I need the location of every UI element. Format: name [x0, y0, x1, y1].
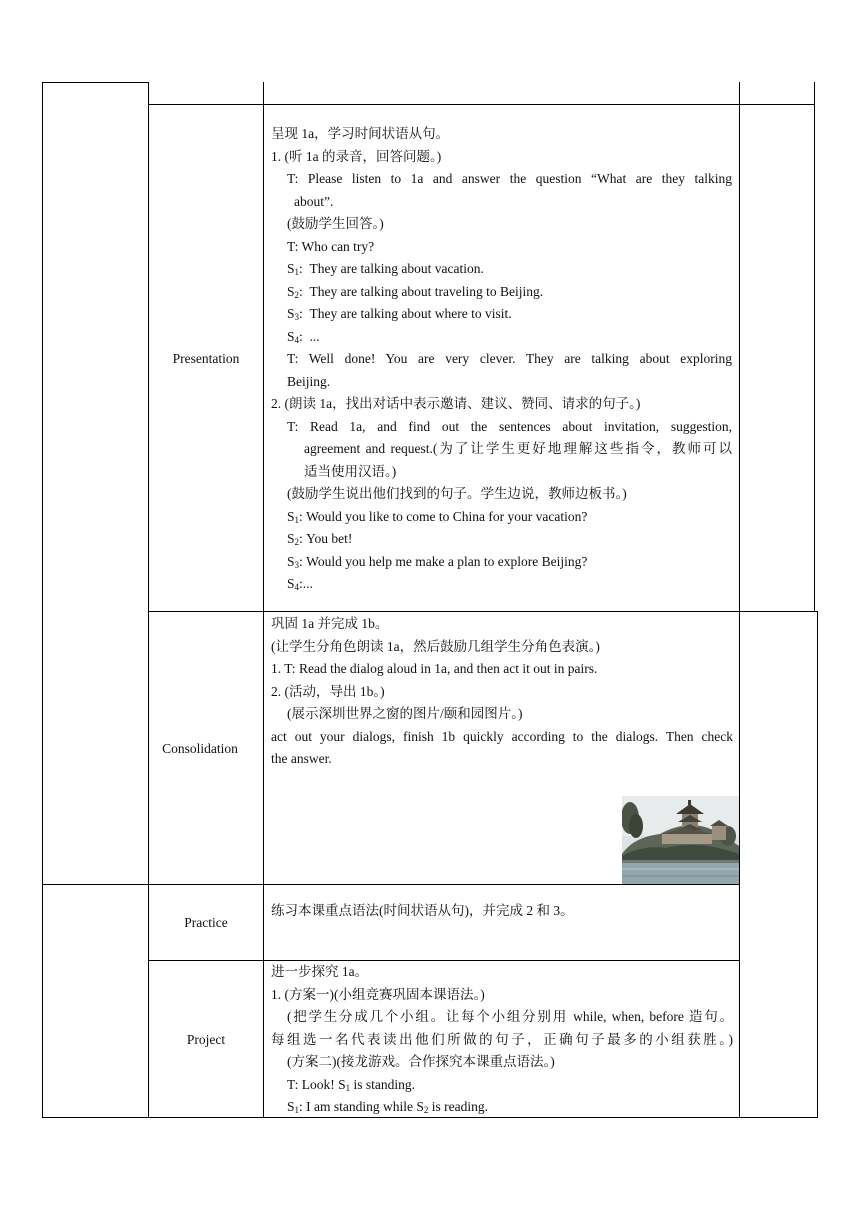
- speaker-number: 1: [294, 267, 300, 277]
- consolidation-line: (展示深圳世界之窗的图片/颐和园图片。): [287, 706, 523, 721]
- speaker-number: 2: [423, 1105, 429, 1115]
- speaker: S: [287, 261, 295, 276]
- speaker: S: [287, 328, 295, 344]
- dialog-line: [271, 573, 732, 596]
- speaker-colon: :: [299, 508, 303, 524]
- col-line: [148, 82, 149, 1118]
- consolidation-content: [271, 613, 733, 771]
- presentation-line: 2. (朗读 1a，找出对话中表示邀请、建议、赞同、请求的句子。): [271, 396, 641, 411]
- col-line: [739, 82, 740, 1118]
- presentation-line: 1. (听 1a 的录音，回答问题。): [271, 148, 442, 164]
- consolidation-line: act out your dialogs, finish 1b quickly according to the dialogs. Then check: [271, 728, 733, 744]
- consolidation-line: 1. T: Read the dialog aloud in 1a, and then act it out in pairs.: [271, 661, 598, 676]
- presentation-line: 适当使用汉语。): [304, 463, 397, 479]
- row-line: [149, 104, 815, 105]
- dialog-text: ...: [302, 576, 313, 591]
- dialog-text: They are talking about vacation.: [309, 261, 484, 276]
- speaker: S: [287, 1099, 295, 1114]
- speaker-number: 1: [294, 1105, 300, 1115]
- presentation-line: T: Who can try?: [287, 238, 375, 254]
- presentation-line: Beijing.: [287, 373, 331, 389]
- project-line: 1. (方案一)(小组竞赛巩固本课语法。): [271, 986, 485, 1002]
- border-left: [42, 82, 43, 1118]
- consolidation-line: (让学生分角色朗读 1a，然后鼓励几组学生分角色表演。): [271, 638, 600, 654]
- presentation-line: (鼓励学生说出他们找到的句子。学生边说，教师边板书。): [287, 486, 627, 501]
- dialog-line: [271, 1074, 733, 1097]
- border-top: [42, 82, 149, 83]
- presentation-content: [271, 123, 732, 596]
- speaker: S: [287, 306, 295, 321]
- border-right: [817, 611, 818, 1118]
- consolidation-line: 巩固 1a 并完成 1b。: [271, 616, 389, 631]
- border-right: [814, 82, 815, 612]
- dialog-text: Would you help me make a plan to explore Beijing?: [306, 553, 588, 569]
- practice-line: 练习本课重点语法(时间状语从句)，并完成 2 和 3。: [271, 903, 574, 918]
- speaker-colon: :: [299, 1099, 303, 1114]
- dialog-text: is reading.: [428, 1099, 489, 1114]
- speaker-number: 2: [294, 537, 300, 547]
- dialog-text: Would you like to come to China for your vacation?: [306, 508, 588, 524]
- speaker: S: [416, 1099, 424, 1114]
- project-line: (方案二)(接龙游戏。合作探究本课重点语法。): [287, 1054, 555, 1069]
- speaker-number: 4: [294, 334, 300, 345]
- speaker-number: 3: [294, 312, 300, 322]
- practice-content: [271, 900, 733, 923]
- dialog-line: [271, 326, 732, 349]
- speaker-colon: :: [299, 328, 303, 344]
- dialog-line: [271, 1096, 733, 1119]
- presentation-line: about”.: [294, 193, 334, 209]
- speaker-colon: :: [299, 531, 303, 546]
- stage-label-consolidation: Consolidation: [162, 741, 238, 756]
- stage-label-practice: Practice: [184, 915, 228, 930]
- dialog-line: [271, 528, 732, 551]
- presentation-line: (鼓励学生回答。): [287, 216, 384, 231]
- dialog-line: [271, 551, 732, 574]
- row-line: [42, 884, 740, 885]
- speaker: S: [338, 1076, 346, 1092]
- speaker-number: 3: [294, 559, 300, 570]
- project-line: 每组选一名代表读出他们所做的句子，正确句子最多的小组获胜。): [271, 1031, 733, 1047]
- presentation-line: T: Well done! You are very clever. They are talking about exploring: [287, 351, 732, 366]
- consolidation-line: the answer.: [271, 751, 332, 766]
- dialog-text: You bet!: [306, 531, 353, 546]
- speaker-colon: :: [299, 306, 303, 321]
- speaker-number: 2: [294, 289, 300, 300]
- presentation-line: agreement and request.(为了让学生更好地理解这些指令，教师可以: [304, 441, 732, 456]
- presentation-line: T: Read 1a, and find out the sentences about invitation, suggestion,: [287, 418, 732, 434]
- project-line: 进一步探究 1a。: [271, 964, 369, 979]
- presentation-line: 呈现 1a，学习时间状语从句。: [271, 126, 450, 141]
- stage-label-project: Project: [186, 1032, 226, 1047]
- speaker: S: [287, 576, 295, 591]
- speaker: S: [287, 283, 295, 299]
- project-content: [271, 961, 733, 1119]
- dialog-text: They are talking about where to visit.: [309, 306, 512, 321]
- dialog-text: I am standing while: [306, 1099, 417, 1114]
- summer-palace-photo: [622, 796, 739, 884]
- project-line: (把学生分成几个小组。让每个小组分别用 while, when, before 造句。: [287, 1009, 733, 1024]
- dialog-line: [271, 303, 732, 326]
- presentation-line: T: Please listen to 1a and answer the question “What are they talking: [287, 171, 732, 186]
- consolidation-line: 2. (活动，导出 1b。): [271, 683, 385, 699]
- speaker: S: [287, 553, 295, 569]
- dialog-line: [271, 506, 732, 529]
- speaker-number: 4: [294, 582, 300, 592]
- dialog-text: ...: [309, 328, 320, 344]
- dialog-line: [271, 258, 732, 281]
- speaker-colon: :: [299, 283, 303, 299]
- speaker: S: [287, 531, 295, 546]
- speaker-colon: :: [299, 261, 303, 276]
- row-line: [149, 611, 818, 612]
- dialog-text: is standing.: [350, 1076, 415, 1092]
- speaker-colon: :: [299, 576, 303, 591]
- col-line: [263, 82, 264, 1118]
- speaker-number: 1: [294, 514, 300, 525]
- speaker-colon: :: [299, 553, 303, 569]
- speaker: S: [287, 508, 295, 524]
- dialog-line: [271, 281, 732, 304]
- speaker-number: 1: [345, 1082, 351, 1093]
- summer-palace-image: [622, 796, 739, 884]
- dialog-text: They are talking about traveling to Beijing.: [309, 283, 544, 299]
- dialog-text: T: Look!: [287, 1076, 339, 1092]
- stage-label-presentation: Presentation: [172, 351, 240, 366]
